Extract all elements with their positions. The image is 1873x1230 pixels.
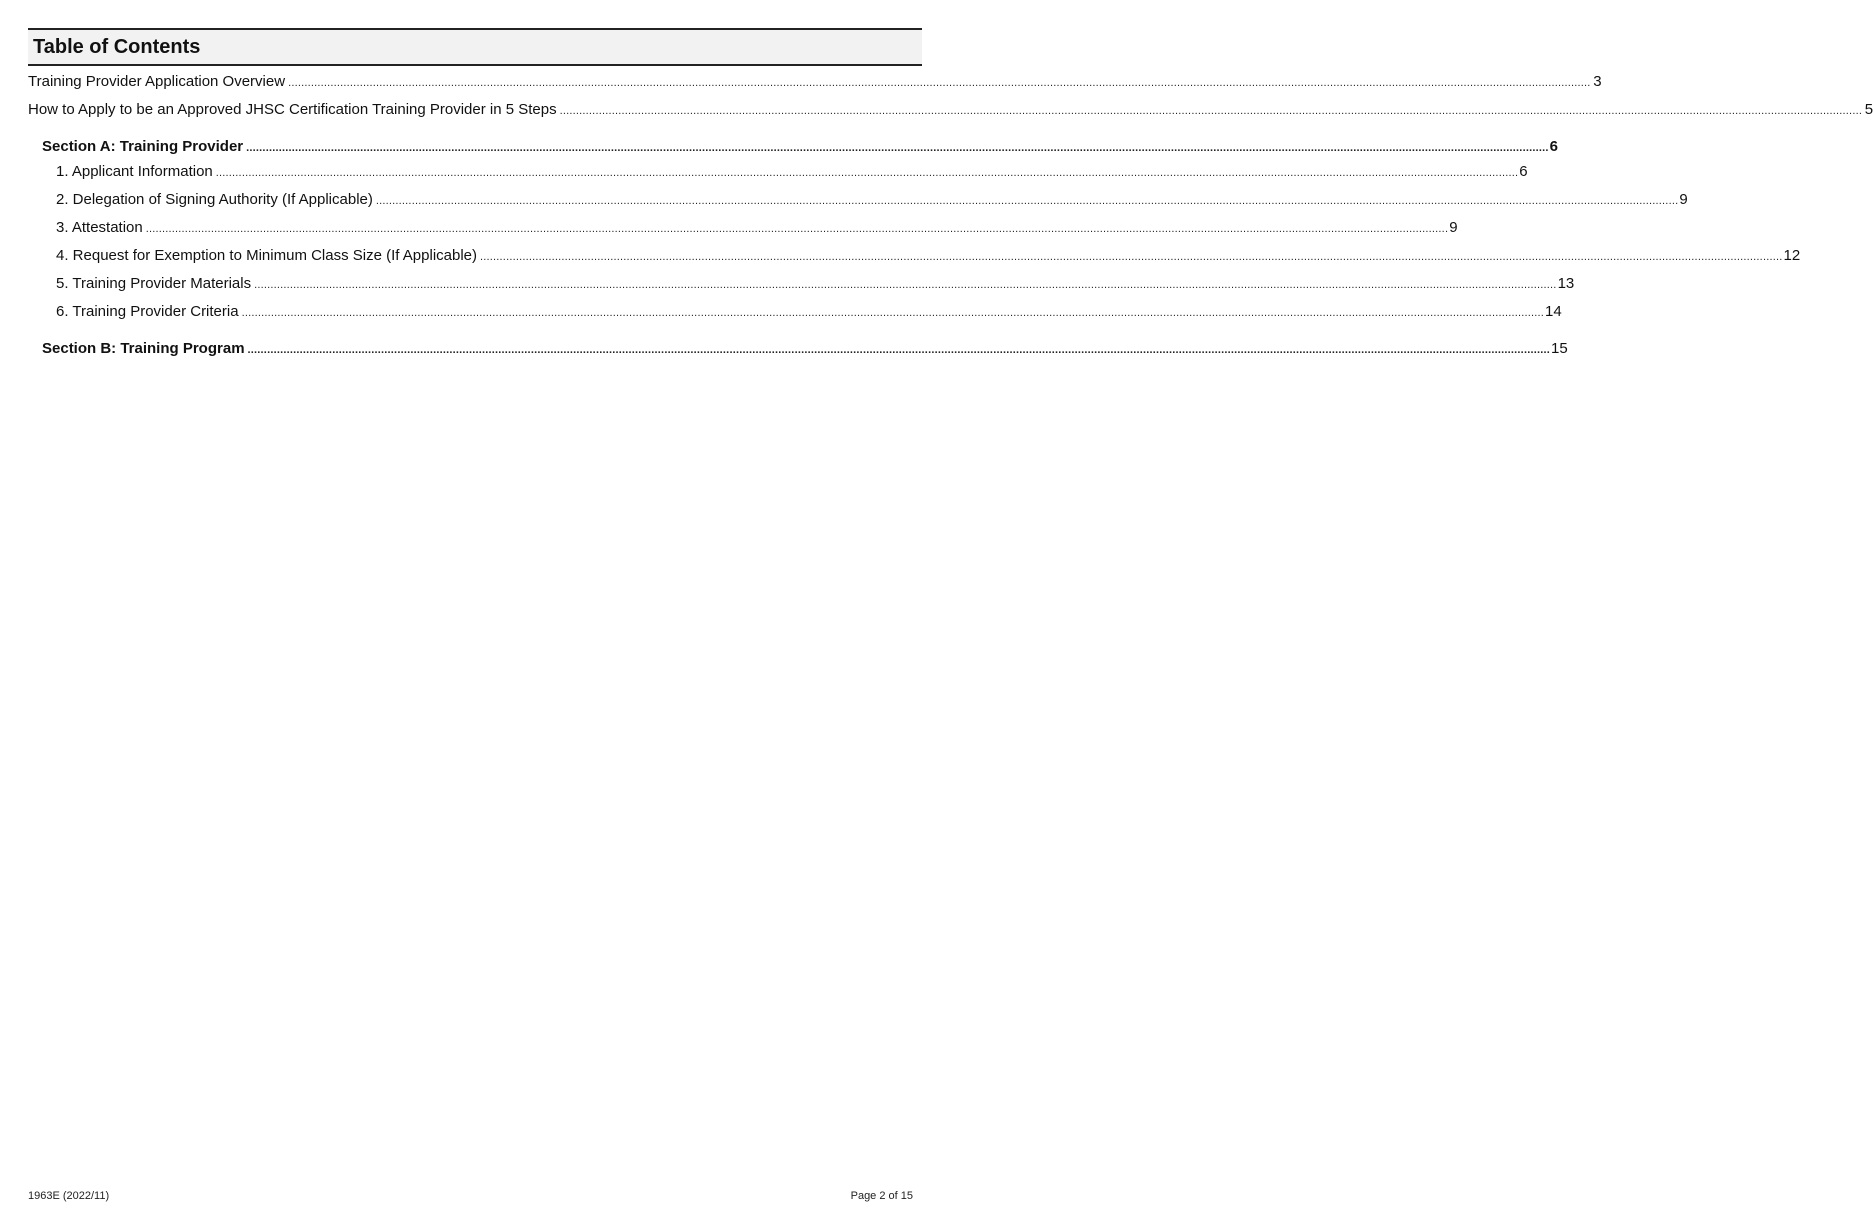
page-title: Table of Contents: [33, 36, 201, 58]
toc-entry-label: 4. Request for Exemption to Minimum Class Size (If Applicable): [56, 247, 478, 264]
toc-entry-overview[interactable]: [28, 73, 1602, 92]
toc-entry-label: 5. Training Provider Materials: [56, 275, 252, 292]
toc-entry-label: Training Provider Application Overview: [28, 73, 286, 90]
toc-entry-label: 6. Training Provider Criteria: [56, 303, 239, 320]
dot-leader: ................................................................................................................................................................................................................................................................................................................................................................................................................: [254, 279, 1557, 291]
toc-entry-label: 1. Applicant Information: [56, 163, 213, 180]
toc-entry-delegation-signing-authority[interactable]: [56, 191, 1688, 210]
dot-leader: ................................................................................................................................................................................................................................................................................................................................................................................................................: [241, 307, 1545, 319]
toc-entry-page: 3: [1593, 73, 1602, 90]
dot-leader: ................................................................................................................................................................................................................................................................................................................................................................................................................: [247, 344, 1550, 356]
toc-entry-label: Section B: Training Program: [42, 340, 245, 357]
toc-entry-page: 5: [1864, 101, 1873, 118]
toc-entry-label: 2. Delegation of Signing Authority (If Applicable): [56, 191, 373, 208]
toc-entry-label: How to Apply to be an Approved JHSC Certification Training Provider in 5 Steps: [28, 101, 557, 118]
toc-entry-page: 13: [1557, 275, 1575, 292]
dot-leader: ................................................................................................................................................................................................................................................................................................................................................................................................................: [246, 142, 1549, 154]
toc-entry-section-b[interactable]: [42, 340, 1568, 359]
toc-entry-page: 15: [1551, 340, 1568, 357]
toc-entry-page: 9: [1449, 219, 1458, 236]
dot-leader: ................................................................................................................................................................................................................................................................................................................................................................................................................: [480, 251, 1783, 263]
toc-entry-page: 9: [1679, 191, 1688, 208]
toc-entry-page: 12: [1783, 247, 1801, 264]
toc-entry-how-to-apply[interactable]: [28, 101, 1873, 120]
toc-entry-section-a[interactable]: [42, 138, 1558, 157]
toc-header-bar: [28, 28, 922, 66]
page-indicator: Page 2 of 15: [850, 1190, 913, 1202]
toc-entry-training-provider-criteria[interactable]: [56, 303, 1562, 322]
dot-leader: ................................................................................................................................................................................................................................................................................................................................................................................................................: [215, 167, 1519, 179]
toc-entry-applicant-information[interactable]: [56, 163, 1528, 182]
toc-entry-attestation[interactable]: [56, 219, 1458, 238]
dot-leader: ................................................................................................................................................................................................................................................................................................................................................................................................................: [145, 223, 1449, 235]
toc-entry-page: 14: [1545, 303, 1562, 320]
toc-entry-page: 6: [1549, 138, 1558, 155]
dot-leader: ................................................................................................................................................................................................................................................................................................................................................................................................................: [288, 77, 1591, 89]
toc-entry-label: 3. Attestation: [56, 219, 143, 236]
form-number: 1963E (2022/11): [28, 1190, 110, 1202]
toc-entry-page: 6: [1519, 163, 1528, 180]
toc-entry-training-provider-materials[interactable]: [56, 275, 1575, 294]
toc-entry-label: Section A: Training Provider: [42, 138, 244, 155]
toc-entry-exemption-class-size[interactable]: [56, 247, 1801, 266]
dot-leader: ................................................................................................................................................................................................................................................................................................................................................................................................................: [559, 105, 1863, 117]
dot-leader: ................................................................................................................................................................................................................................................................................................................................................................................................................: [375, 195, 1679, 207]
